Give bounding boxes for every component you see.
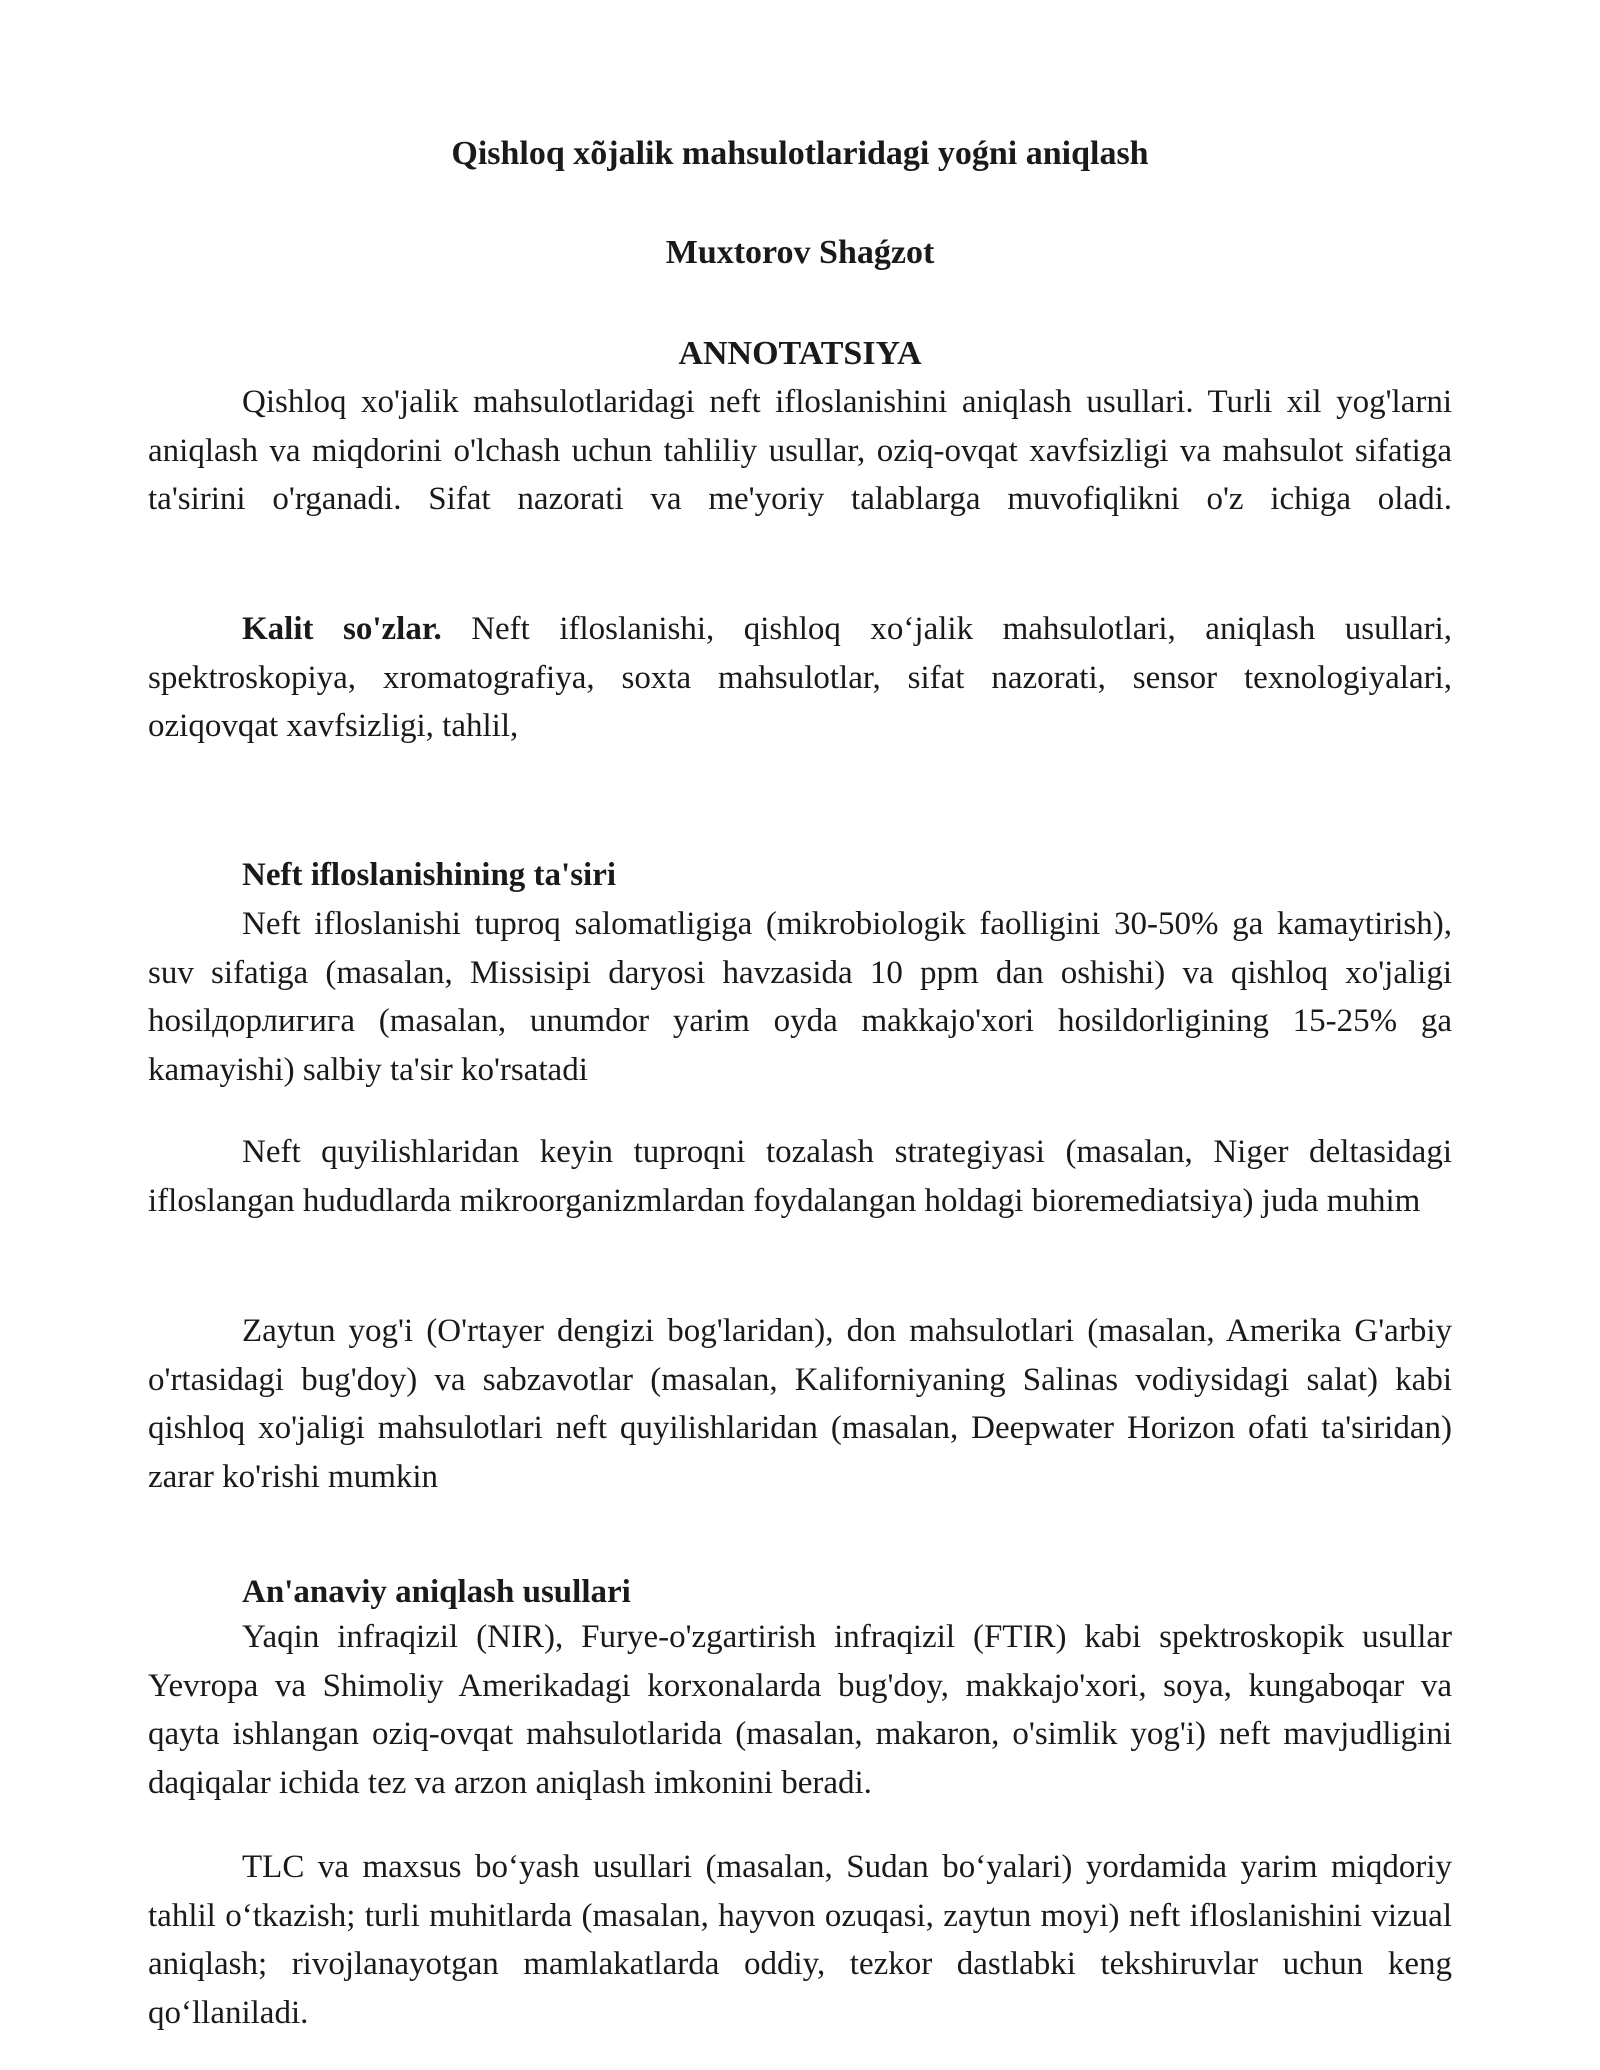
annotation-text: Qishloq xo'jalik mahsulotlaridagi neft ifloslanishini aniqlash usullari. Turli xil yog'larni aniqlash va miqdorini o'lchash uchun tahliliy usullar, oziq-ovqat xavfsizligi va mahsulot sifatiga ta'sirini o'rganadi. Sifat nazorati va me'yoriy talablarga muvofiqlikni o'z ichiga oladi. bbox=[148, 384, 1452, 517]
keywords-paragraph bbox=[148, 605, 1452, 751]
document-title: Qishloq xõjalik mahsulotlaridagi yoǵni aniqlash bbox=[451, 135, 1149, 172]
section-heading-methods: An'anaviy aniqlash usullari bbox=[242, 1574, 631, 1610]
document-page bbox=[148, 0, 1452, 2070]
section-heading-impact: Neft ifloslanishining ta'siri bbox=[242, 857, 617, 893]
section1-paragraph-3: Zaytun yog'i (O'rtayer dengizi bog'laridan), don mahsulotlari (masalan, Amerika G'arbiy o'rtasidagi bug'doy) va sabzavotlar (masalan, Kaliforniyaning Salinas vodiysidagi salat) kabi qishloq xo'jaligi mahsulotlari neft quyilishlaridan (masalan, Deepwater Horizon ofati ta'siridan) zarar ko'rishi mumkin bbox=[148, 1313, 1452, 1495]
section1-paragraph-2: Neft quyilishlaridan keyin tuproqni tozalash strategiyasi (masalan, Niger deltasidagi ifloslangan hududlarda mikroorganizmlardan foydalangan holdagi bioremediatsiya) juda muhim bbox=[148, 1134, 1452, 1219]
section2-paragraph-1: Yaqin infraqizil (NIR), Furye-o'zgartirish infraqizil (FTIR) kabi spektroskopik usullar Yevropa va Shimoliy Amerikadagi korxonalarda bug'doy, makkajo'xori, soya, kungaboqar va qayta ishlangan oziq-ovqat mahsulotlarida (masalan, makaron, o'simlik yog'i) neft mavjudligini daqiqalar ichida tez va arzon aniqlash imkonini beradi. bbox=[148, 1619, 1452, 1801]
section1-paragraph-1: Neft ifloslanishi tuproq salomatligiga (mikrobiologik faolligini 30-50% ga kamaytirish), suv sifatiga (masalan, Missisipi daryosi havzasida 10 ppm dan oshishi) va qishloq xo'jaligi hosilдорлигига (masalan, unumdor yarim oyda makkajo'xori hosildorligining 15-25% ga kamayishi) salbiy ta'sir ko'rsatadi bbox=[148, 906, 1452, 1088]
author-name: Muxtorov Shaǵzot bbox=[665, 234, 935, 271]
annotation-heading: ANNOTATSIYA bbox=[678, 335, 922, 372]
keywords-text: Neft ifloslanishi, qishloq xo‘jalik mahsulotlari, aniqlash usullari, spektroskopiya, xromatografiya, soxta mahsulotlar, sifat nazorati, sensor texnologiyalari, oziqovqat xavfsizligi, tahlil, bbox=[148, 611, 1452, 744]
section2-paragraph-2: TLC va maxsus bo‘yash usullari (masalan, Sudan bo‘yalari) yordamida yarim miqdoriy tahlil o‘tkazish; turli muhitlarda (masalan, hayvon ozuqasi, zaytun moyi) neft ifloslanishini vizual aniqlash; rivojlanayotgan mamlakatlarda oddiy, tezkor dastlabki tekshiruvlar uchun keng qo‘llaniladi. bbox=[148, 1849, 1452, 2031]
keywords-label: Kalit so'zlar. bbox=[242, 611, 442, 647]
